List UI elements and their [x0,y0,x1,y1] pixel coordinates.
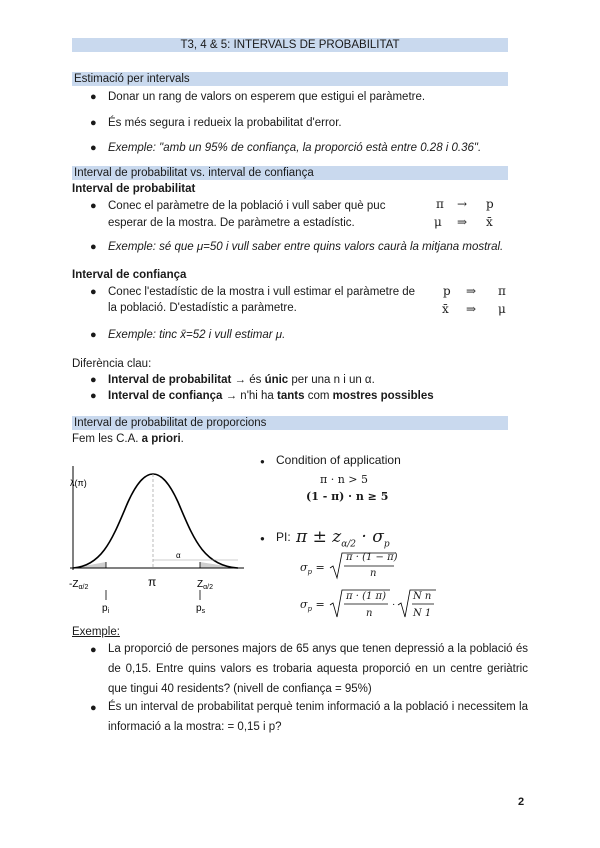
sigma-formula-2-den: n [366,608,373,619]
conf-map-row2-a: x̄ [442,302,449,316]
section-heading-prob-vs-conf: Interval de probabilitat vs. interval de confiança [72,166,508,180]
key-difference-item-1: Interval de probabilitat → és únic per una n i un α. [108,374,375,386]
conf-desc-line2: la població. D'estadístic a paràmetre. [108,302,297,314]
bullet-icon: ● [90,241,97,253]
p-left-label: $p_i$ [102,603,110,614]
key-difference-item-2: Interval de confiança → n'hi ha tants com mostres possibles [108,390,434,402]
conf-map-row1-b: π [498,284,506,298]
sigma-formula-1-den: n [370,568,377,579]
prob-desc-line1: Conec el paràmetre de la població i vull saber què puc [108,200,386,212]
density-curve [73,474,238,568]
bullet-icon: ● [90,286,97,298]
bullet-icon: ● [90,374,97,386]
svg-text:·: · [392,599,396,610]
bullet-icon: ● [260,534,265,543]
sigma-formula-2-fpc-den: N 1 [413,608,432,619]
bullet-icon: ● [90,117,97,129]
conf-map-row1-a: p [443,284,451,298]
pi-label: PI: [276,530,291,544]
subheading-conf: Interval de confiança [72,269,187,281]
bullet-icon: ● [90,329,97,341]
list-item: És més segura i redueix la probabilitat d'error. [108,117,342,129]
section-heading-estimacio: Estimació per intervals [72,72,508,86]
conf-map-row2-arrow: ⇒ [466,302,477,316]
bullet-icon: ● [90,702,97,714]
example-paragraph-2: És un interval de probabilitat perquè tenim informació a la població i necessitem la informació a la mostra: = 0,15 i p? [108,701,528,733]
prob-desc-line2: esperar de la mostra. De paràmetre a estadístic. [108,217,355,229]
prob-map-row1-arrow: → [457,197,468,211]
page-number: 2 [518,796,525,808]
example-label: Exemple: [72,626,120,638]
conditions-title: Condition of application [276,453,401,467]
section-heading-proporcions: Interval de probabilitat de proporcions [72,416,508,430]
bullet-icon: ● [90,644,97,656]
pi-formula: $\pi \pm z_{\alpha/2} \cdot \sigma_p$ [296,527,390,550]
p-right-label: $p_s$ [196,603,206,614]
sigma-formula-1-num: π · (1 − π) [346,552,398,563]
conf-map-row2-b: μ [498,302,506,316]
sigma-formula-2-lhs: $\sigma_p$ = [300,598,325,614]
list-item: Donar un rang de valors on esperem que estigui el paràmetre. [108,91,426,103]
prob-example: Exemple: sé que μ=50 i vull saber entre quins valors caurà la mitjana mostral. [108,241,504,253]
prob-map-row1-b: p [486,197,494,211]
right-z-label: $Z_{\alpha/2}$ [197,579,213,591]
normal-distribution-graph [68,462,250,614]
sigma-formula-2-num: π · (1 π) [346,591,387,602]
bullet-icon: ● [90,390,97,402]
prob-map-row2-b: x̄ [486,215,493,229]
subheading-prob: Interval de probabilitat [72,183,196,195]
left-z-label: $-Z_{\alpha/2}$ [69,579,89,591]
bullet-icon: ● [90,91,97,103]
prob-map-row1-a: π [436,197,444,211]
key-difference-label: Diferència clau: [72,358,152,370]
center-pi-label: π [148,575,157,589]
condition-2: (1 - π) · n ≥ 5 [306,490,389,503]
example-paragraph-1: La proporció de persones majors de 65 anys que tenen depressió a la població és de 0,15. Entre quins valors es trobaria aquesta proporció en un centre geriàtric que tingui 40 residents? (nivell de confiança = 95%) [108,643,528,695]
prob-map-row2-arrow: ⇒ [457,215,468,229]
sigma-formula-1-lhs: $\sigma_p$ = [300,561,325,577]
bullet-icon: ● [260,457,265,466]
prob-map-row2-a: μ [434,215,442,229]
sigma-formula-2-fpc-num: N n [413,591,432,602]
page-title: T3, 4 & 5: INTERVALS DE PROBABILITAT [72,38,508,52]
bullet-icon: ● [90,200,97,212]
section3-intro: Fem les C.A. a priori. [72,433,184,445]
conf-example: Exemple: tinc x̄=52 i vull estimar μ. [108,329,286,341]
alpha-mark: α [176,551,181,560]
list-item-example: Exemple: "amb un 95% de confiança, la proporció està entre 0.28 i 0.36". [108,142,482,154]
y-axis-label: λ(π) [70,478,87,488]
condition-1: π · n > 5 [320,473,369,486]
bullet-icon: ● [90,142,97,154]
conf-map-row1-arrow: ⇒ [466,284,477,298]
conf-desc-line1: Conec l'estadístic de la mostra i vull estimar el paràmetre de [108,286,416,298]
